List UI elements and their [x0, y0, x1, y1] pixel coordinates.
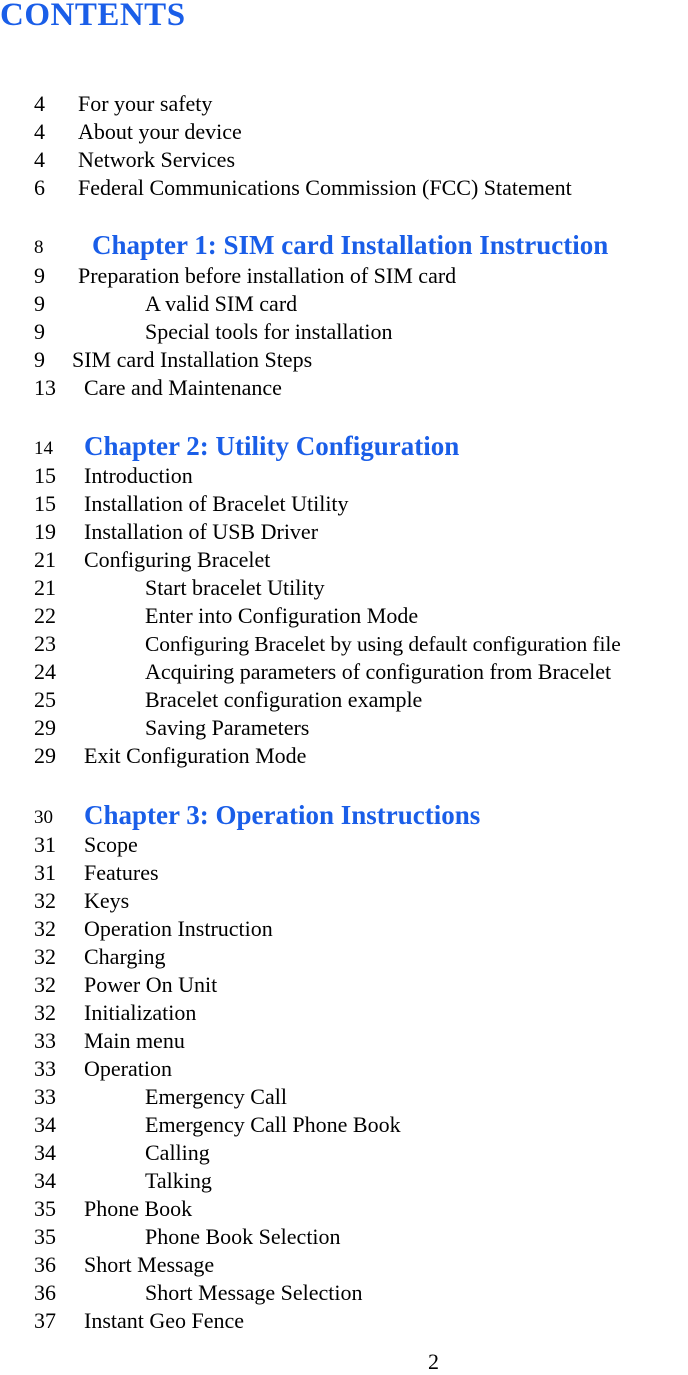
toc-page-number: 29	[34, 715, 56, 740]
toc-entry-title: Emergency Call	[145, 1084, 287, 1109]
toc-page-number: 19	[34, 519, 56, 544]
toc-entry-title: Short Message	[84, 1252, 215, 1277]
toc-subentry[interactable]	[0, 1223, 688, 1251]
toc-entry-title: Exit Configuration Mode	[84, 743, 307, 768]
toc-entry[interactable]	[0, 1251, 688, 1279]
toc-entry-title: Federal Communications Commission (FCC) Statement	[78, 175, 572, 200]
toc-page-number: 15	[34, 463, 56, 488]
chapter-title: Chapter 3: Operation Instructions	[84, 800, 481, 830]
toc-page-number: 36	[34, 1252, 56, 1277]
toc-page-number: 24	[34, 659, 56, 684]
toc-entry-title: Instant Geo Fence	[84, 1308, 245, 1333]
toc-entry[interactable]	[0, 971, 688, 999]
toc-page-number: 6	[34, 175, 45, 200]
toc-entry-title: About your device	[78, 119, 242, 144]
toc-entry[interactable]	[0, 146, 688, 174]
toc-entry[interactable]	[0, 859, 688, 887]
toc-page-number: 32	[34, 944, 56, 969]
toc-entry-title: Calling	[145, 1140, 210, 1165]
toc-subentry[interactable]	[0, 290, 688, 318]
toc-entry-title: Installation of USB Driver	[84, 519, 319, 544]
toc-page-number: 31	[34, 832, 56, 857]
toc-page-number: 21	[34, 575, 56, 600]
toc-subentry[interactable]	[0, 1139, 688, 1167]
toc-entry[interactable]	[0, 546, 688, 574]
toc-entry-title: A valid SIM card	[145, 291, 298, 316]
toc-page-number: 35	[34, 1196, 56, 1221]
toc-entry-title: Special tools for installation	[145, 319, 393, 344]
toc-page-number: 22	[34, 603, 56, 628]
toc-entry-title: Operation	[84, 1056, 172, 1081]
toc-subentry[interactable]	[0, 658, 688, 686]
toc-entry-title: Scope	[84, 832, 138, 857]
toc-page-number: 8	[34, 237, 44, 258]
toc-entry[interactable]	[0, 915, 688, 943]
contents-title: CONTENTS	[0, 0, 186, 33]
toc-entry-title: Saving Parameters	[145, 715, 310, 740]
toc-subentry[interactable]	[0, 630, 688, 658]
toc-entry-title: Installation of Bracelet Utility	[84, 491, 349, 516]
toc-entry[interactable]	[0, 1027, 688, 1055]
toc-entry-title: Operation Instruction	[84, 916, 273, 941]
toc-chapter-heading[interactable]	[0, 232, 688, 260]
chapter-title: Chapter 1: SIM card Installation Instruction	[92, 230, 609, 260]
toc-page-number: 32	[34, 916, 56, 941]
toc-page-number: 9	[34, 263, 45, 288]
toc-entry-title: Preparation before installation of SIM card	[78, 263, 457, 288]
toc-page-number: 30	[34, 807, 53, 828]
toc-page-number: 37	[34, 1308, 56, 1333]
toc-page-number: 4	[34, 119, 45, 144]
chapter-title: Chapter 2: Utility Configuration	[84, 431, 460, 461]
toc-entry-title: Bracelet configuration example	[145, 687, 423, 712]
toc-entry[interactable]	[0, 262, 688, 290]
toc-page-number: 9	[34, 291, 45, 316]
toc-entry-title: Keys	[84, 888, 130, 913]
toc-page-number: 32	[34, 888, 56, 913]
toc-entry-title: Configuring Bracelet by using default configuration file	[145, 632, 621, 656]
toc-subentry[interactable]	[0, 1111, 688, 1139]
toc-entry-title: Phone Book	[84, 1196, 193, 1221]
toc-entry-title: Phone Book Selection	[145, 1224, 341, 1249]
toc-entry-title: Power On Unit	[84, 972, 218, 997]
toc-page-number: 23	[34, 631, 56, 656]
toc-page-number: 15	[34, 491, 56, 516]
toc-entry[interactable]	[0, 118, 688, 146]
toc-entry[interactable]	[0, 1055, 688, 1083]
toc-entry-title: Network Services	[78, 147, 236, 172]
toc-entry[interactable]	[0, 174, 688, 202]
toc-entry[interactable]	[0, 943, 688, 971]
toc-chapter-heading[interactable]	[0, 433, 688, 461]
toc-entry[interactable]	[0, 831, 688, 859]
toc-page-number: 32	[34, 1000, 56, 1025]
toc-entry[interactable]	[0, 462, 688, 490]
toc-page-number: 31	[34, 860, 56, 885]
toc-subentry[interactable]	[0, 574, 688, 602]
toc-entry-title: Features	[84, 860, 159, 885]
toc-entry-title: Charging	[84, 944, 166, 969]
toc-entry[interactable]	[0, 90, 688, 118]
toc-page-number: 13	[34, 375, 56, 400]
toc-entry[interactable]	[0, 490, 688, 518]
toc-page-number: 34	[34, 1112, 56, 1137]
toc-page-number: 21	[34, 547, 56, 572]
toc-entry-title: Talking	[145, 1168, 212, 1193]
toc-page-number: 35	[34, 1224, 56, 1249]
toc-entry-title: Emergency Call Phone Book	[145, 1112, 401, 1137]
toc-page-number: 14	[34, 438, 53, 459]
toc-entry-title: Acquiring parameters of configuration from Bracelet	[145, 659, 612, 684]
toc-page-number: 33	[34, 1084, 56, 1109]
toc-subentry[interactable]	[0, 318, 688, 346]
toc-entry[interactable]	[0, 887, 688, 915]
toc-entry-title: Introduction	[84, 463, 193, 488]
toc-entry-title: Enter into Configuration Mode	[145, 603, 419, 628]
toc-subentry[interactable]	[0, 1083, 688, 1111]
toc-entry-title: SIM card Installation Steps	[72, 347, 313, 372]
page-number: 2	[428, 1349, 439, 1374]
toc-entry[interactable]	[0, 346, 688, 374]
toc-page-number: 34	[34, 1168, 56, 1193]
toc-entry[interactable]	[0, 1195, 688, 1223]
toc-entry-title: Start bracelet Utility	[145, 575, 325, 600]
toc-page-number: 4	[34, 91, 45, 116]
toc-entry-title: For your safety	[78, 91, 213, 116]
toc-page-number: 33	[34, 1056, 56, 1081]
toc-page-number: 9	[34, 347, 45, 372]
toc-page-number: 33	[34, 1028, 56, 1053]
toc-entry-title: Configuring Bracelet	[84, 547, 271, 572]
toc-page-number: 32	[34, 972, 56, 997]
toc-subentry[interactable]	[0, 686, 688, 714]
toc-entry[interactable]	[0, 518, 688, 546]
toc-entry-title: Short Message Selection	[145, 1280, 363, 1305]
toc-subentry[interactable]	[0, 602, 688, 630]
toc-entry[interactable]	[0, 999, 688, 1027]
toc-page-number: 36	[34, 1280, 56, 1305]
toc-chapter-heading[interactable]	[0, 802, 688, 830]
toc-subentry[interactable]	[0, 1167, 688, 1195]
toc-entry-title: Care and Maintenance	[84, 375, 282, 400]
toc-page-number: 34	[34, 1140, 56, 1165]
toc-entry-title: Main menu	[84, 1028, 185, 1053]
toc-subentry[interactable]	[0, 1279, 688, 1307]
toc-entry[interactable]	[0, 742, 688, 770]
toc-entry[interactable]	[0, 374, 688, 402]
toc-entry-title: Initialization	[84, 1000, 197, 1025]
toc-entry[interactable]	[0, 1307, 688, 1335]
toc-subentry[interactable]	[0, 714, 688, 742]
toc-page-number: 29	[34, 743, 56, 768]
toc-page-number: 25	[34, 687, 56, 712]
toc-page-number: 9	[34, 319, 45, 344]
toc-page-number: 4	[34, 147, 45, 172]
